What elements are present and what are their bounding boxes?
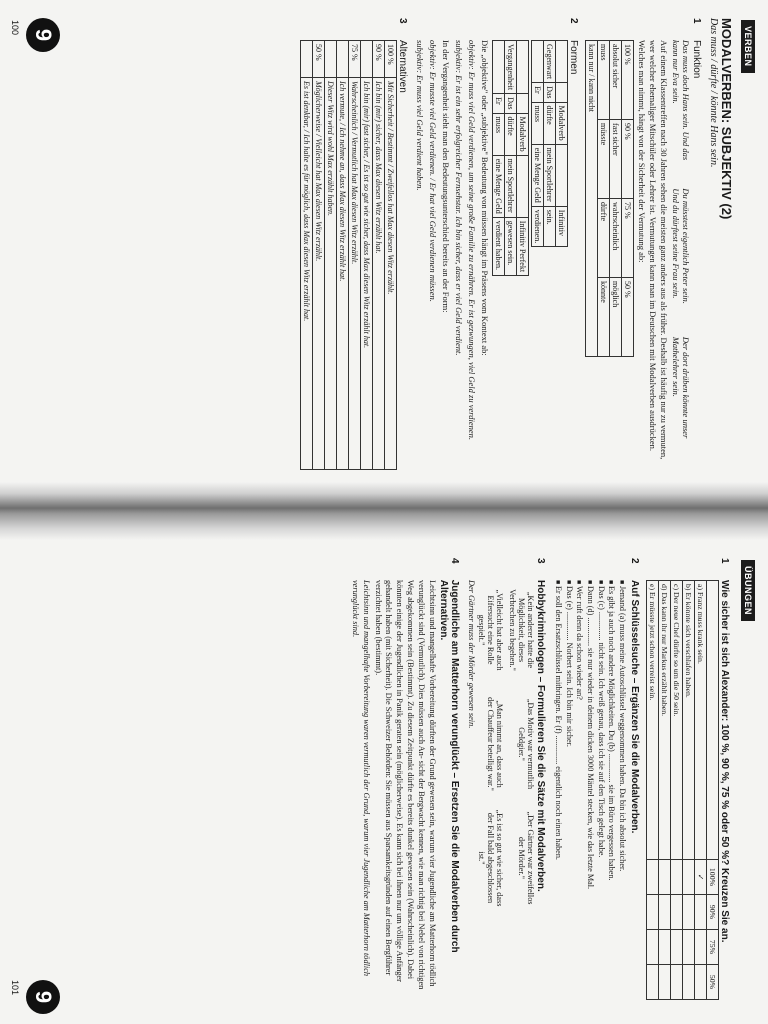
checkbox-e-50[interactable] <box>647 965 659 1000</box>
page-title: MODALVERBEN: SUBJEKTIV (2) <box>719 18 734 220</box>
checkbox-c-90[interactable] <box>671 895 683 930</box>
checkbox-c-100[interactable] <box>671 860 683 895</box>
exercise-4-heading: 4 Jugendliche am Matterhorn verunglückt – Ersetzen Sie die Modalverben durch Alternativen. <box>437 558 460 953</box>
section-alternatives-heading: 3 Alternativen <box>396 18 408 93</box>
checkbox-d-50[interactable] <box>659 965 671 1000</box>
exercise-3-heading: 3 Hobbykriminologen – Formulieren Sie die Sätze mit Modalverben. <box>535 558 547 892</box>
exercise-2-lines: ■ Jemand (a) muss meine Autoschlüssel weggenommen haben. Da bin ich absolut sicher. ■ Es gibt ja auch noch andere Möglichkeiten. Du (b) .............. sie im Büro vergessen haben. ■ Das (c) .............. nicht sein. Ich weiß genau, dass ich sie auf den Tisch gelegt habe. ■ Dann (d) .............. sie nur wieder in deinem dicken 3000 Mäntel stecken, wie das letzte Mal. ■ Wer ruft denn da schon wieder an? ■ Das (e) .............. Norbert sein. Ich bin mir sicher. ■ Er soll den Ersatzschlüssel mitbringen. Er (f) .............. eigentlich noch einen haben. <box>552 580 627 1006</box>
exercise-3-quotes-row2: „Vielleicht hat aber auch Eifersucht eine Rolle gespielt." „Man nimmt an, dass auch der Chauffeur beteiligt war." „Es ist so gut wie sicher, dass der Fall bald abgeschlossen ist." <box>477 589 505 907</box>
function-text: Auf einem Klassentreffen nach 30 Jahren sehen die meisten ganz anders aus als früher. Deshalb ist häufig nur zu vermuten, wer welcher ehemaliger Mitschüler oder Lehrer ist. Vermutungen kann man im Deutschen mit Modalverben ausdrücken. Welches man nimmt, hängt von der Sicherheit der Vermutung ab: <box>636 40 669 460</box>
checkbox-e-90[interactable] <box>647 895 659 930</box>
checkbox-d-100[interactable] <box>659 860 671 895</box>
section-function-heading: 1 Funktion <box>691 18 702 79</box>
checkbox-d-75[interactable] <box>659 930 671 965</box>
certainty-scale-table: 100 % 90 % 75 % 50 % absolut sicher fast sicher wahrscheinlich möglich muss müsste dürfte könnte kann nur / kann nicht <box>585 40 634 357</box>
checkbox-e-75[interactable] <box>647 930 659 965</box>
section-forms-heading: 2 Formen <box>567 18 579 75</box>
exercise-3-answer: Der Gärtner muss der Mörder gewesen sein. <box>467 580 477 729</box>
forms-example-subjective: subjektiv: Er ist ein sehr erfolgreicher Fernsehstar. Ich bin sicher, dass er viel Geld verdient. <box>453 40 464 356</box>
left-page <box>0 0 768 482</box>
function-examples: Das muss doch Hans sein. Und das kann nur Eva sein. Du müsstest eigentlich Peter sein. Und du dürftest seine Frau sein. Der dort drüben könnte unser Mathelehrer sein. <box>671 40 691 439</box>
forms-example-objective: objektiv: Er muss viel Geld verdienen, um seine große Familie zu ernähren. Er ist gezwungen, viel Geld zu verdienen. <box>466 40 477 441</box>
forms-past-subjective: subjektiv: Er muss viel Geld verdient haben. <box>414 40 425 191</box>
checkbox-b-90[interactable] <box>683 895 695 930</box>
page-subtitle: Das muss / dürfte / könnte Hans sein. <box>708 18 719 168</box>
page-number: 101 <box>10 980 20 996</box>
section-tab-verben: VERBEN <box>741 20 755 73</box>
forms-text-2: In der Vergangenheit sieht man den Bedeutungsunterschied bereits an der Form: <box>440 40 451 313</box>
checkbox-a-100[interactable]: ✓ <box>695 860 707 895</box>
exercise-1-heading: 1 Wie sicher ist sich Alexander: 100 %, 90 %, 75 % oder 50 %? Kreuzen Sie an. <box>719 558 730 943</box>
exercise-3-quotes-row1: „Kein anderer hatte die Möglichkeit, dieses Verbrechen zu begehen." „Das Motiv war vermutlich Geldgier." „Der Gärtner war zweifellos der Mörder." <box>508 589 536 905</box>
exercise-4-answer: Leichtsinn und mangelhafte Vorbereitung waren vermutlich der Grund, warum vier Jugendliche am Matterhorn tödlich verunglückt sind. <box>351 580 371 977</box>
section-tab-uebungen: ÜBUNGEN <box>741 560 755 621</box>
checkbox-a-50[interactable] <box>695 965 707 1000</box>
forms-text-1: Die „objektive" oder „subjektive" Bedeutung von müssen hängt im Präsens vom Kontext ab: <box>479 40 490 356</box>
alternatives-table: 100 % Mit Sicherheit / Bestimmt / Zweifellos hat Max diesen Witz erzählt. 90 % Ich bin (mir) sicher, dass Max diesen Witz erzählt hat. Ich bin (mir) fast sicher, / Es ist so gut wie sicher, dass Max diesen Witz erzählt hat. 75 % Wahrscheinlich / Vermutlich hat Max diesen Witz erzählt. Ich vermute, / Ich nehme an, dass Max diesen Witz erzählt hat. Dieser Witz wird wohl Max erzählt haben. 50 % Möglicherweise / Vielleicht hat Max diesen Witz erzählt. Es ist denkbar, / Ich halte es für möglich, dass Max diesen Witz erzählt hat. <box>300 40 397 470</box>
exercise-2-heading: 2 Auf Schlüsselsuche – Ergänzen Sie die Modalverben. <box>629 558 640 834</box>
forms-present-table: Modalverb Infinitiv Gegenwart Das dürfte mein Sportlehrer sein. Er muss eine Menge Geld verdienen. <box>531 40 568 247</box>
checkbox-b-75[interactable] <box>683 930 695 965</box>
exercise-1-table: 100% 90% 75% 50% a) Franz muss krank sein. ✓ b) Er könnte sich verschlafen haben. c) Der neue Chef dürfte so um die 50 sein. d) Das kann ihr nur Markus erzählt haben. e) Er müsste jetzt schon verreist sein. <box>646 580 719 1000</box>
checkbox-b-50[interactable] <box>683 965 695 1000</box>
checkbox-a-75[interactable] <box>695 930 707 965</box>
book-spine-shadow <box>0 482 768 540</box>
chapter-badge: 9 <box>26 980 60 1014</box>
checkbox-c-75[interactable] <box>671 930 683 965</box>
checkbox-b-100[interactable] <box>683 860 695 895</box>
checkbox-c-50[interactable] <box>671 965 683 1000</box>
forms-past-table: Modalverb Infinitiv Perfekt Vergangenheit Das dürfte mein Sportlehrer gewesen sein. Er muss eine Menge Geld verdient haben. <box>492 40 529 276</box>
checkbox-a-90[interactable] <box>695 895 707 930</box>
exercise-4-text: Leichtsinn und mangelhafte Vorbereitung dürften der Grund gewesen sein, warum vier Jugendliche am Matterhorn tödlich verunglückt sind (Vermutlich). Dies müssen auch An- sicht der Bergwacht kennen, wie man richtig bei Nebel von richtigen Weg abgekommen sein (Bestimmt). Zu diesem Zeitpunkt dürfte es bereits dunkel gewesen sein (Wahrscheinlich). Dabei könnten einige der Jugendlichen in Panik geraten sein (möglicherweise). Es kann sich bei ihnen nur um völlige Anfänger gehandelt haben (mit Sicherheit). Die Schweizer Behörden: Sie müssen aus Sparsamkeitsgründen auf einen Bergführer verzichtet haben (bestimmt). <box>373 580 437 990</box>
checkbox-e-100[interactable] <box>647 860 659 895</box>
chapter-badge: 9 <box>26 18 60 52</box>
checkbox-d-90[interactable] <box>659 895 671 930</box>
page-number: 100 <box>10 20 20 36</box>
forms-past-objective: objektiv: Er musste viel Geld verdienen. / Er hat viel Geld verdienen müssen. <box>427 40 438 302</box>
right-page <box>0 540 768 1024</box>
